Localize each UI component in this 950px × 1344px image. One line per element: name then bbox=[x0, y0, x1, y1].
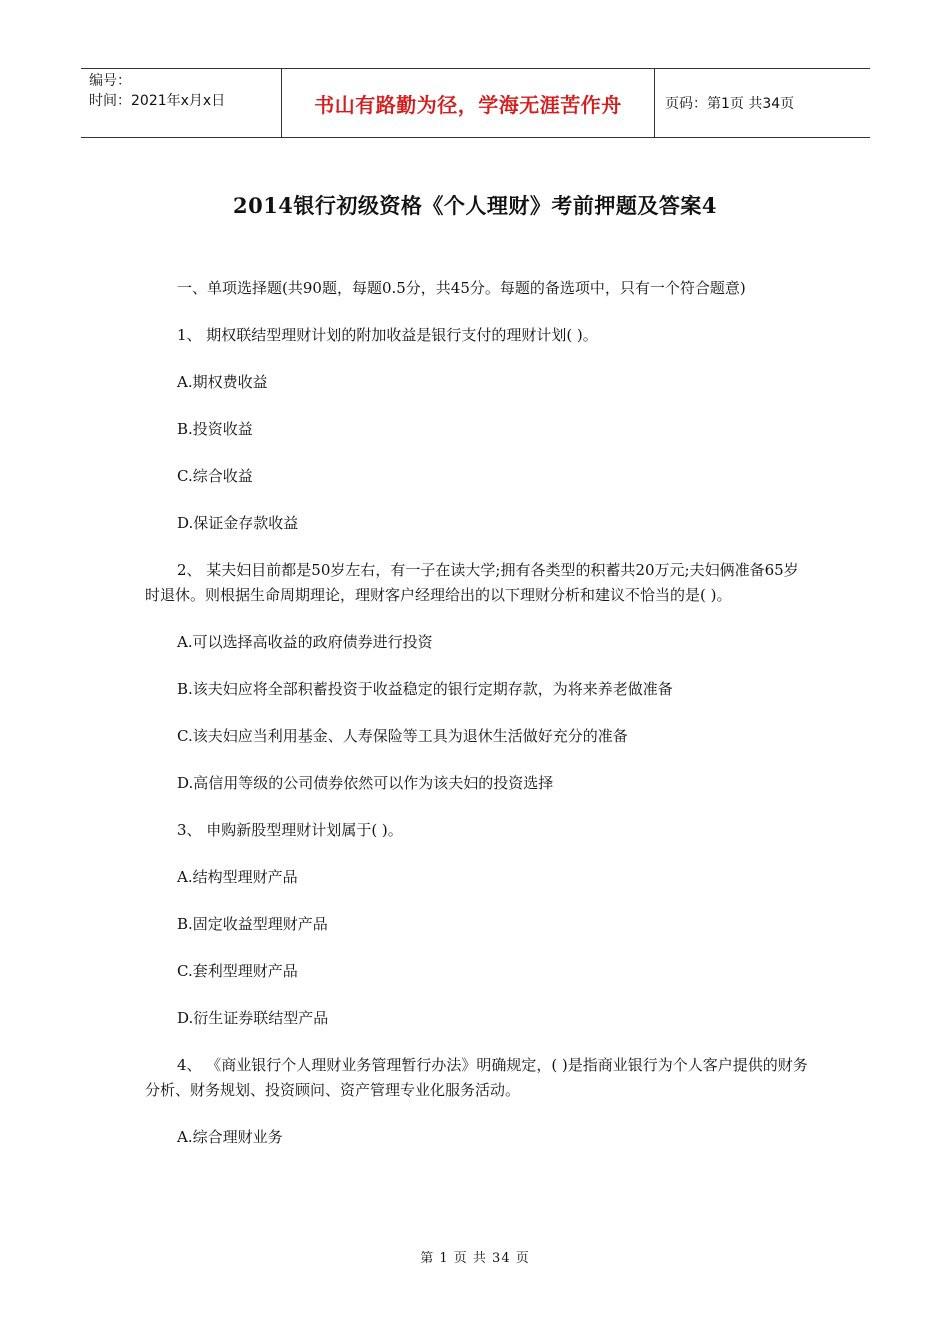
document-time-label: 时间：2021年x月x日 bbox=[89, 93, 226, 109]
document-number-label: 编号： bbox=[89, 73, 131, 89]
page-footer: 第 1 页 共 34 页 bbox=[420, 1251, 530, 1266]
question-stem: 4、 《商业银行个人理财业务管理暂行办法》明确规定，( )是指商业银行为个人客户提供的财务分析、财务规划、投资顾问、资产管理专业化服务活动。 bbox=[145, 1056, 808, 1099]
question-option: B.该夫妇应将全部积蓄投资于收益稳定的银行定期存款，为将来养老做准备 bbox=[177, 680, 673, 698]
question-stem: 1、 期权联结型理财计划的附加收益是银行支付的理财计划( )。 bbox=[177, 326, 598, 344]
question-option: D.衍生证券联结型产品 bbox=[177, 1009, 329, 1027]
section-intro: 一、单项选择题(共90题，每题0.5分，共45分。每题的备选项中，只有一个符合题意) bbox=[177, 279, 746, 297]
question-option: A.可以选择高收益的政府债券进行投资 bbox=[177, 633, 433, 651]
header-table bbox=[81, 68, 870, 138]
question-option: B.固定收益型理财产品 bbox=[177, 915, 328, 933]
document-body bbox=[145, 276, 810, 1172]
document-title: 2014银行初级资格《个人理财》考前押题及答案4 bbox=[232, 193, 718, 218]
question-option: C.套利型理财产品 bbox=[177, 962, 298, 980]
header-motto: 书山有路勤为径，学海无涯苦作舟 bbox=[282, 69, 655, 137]
question-option: D.保证金存款收益 bbox=[177, 514, 299, 532]
header-meta bbox=[81, 69, 282, 137]
question-option: D.高信用等级的公司债券依然可以作为该夫妇的投资选择 bbox=[177, 774, 554, 792]
question-stem: 3、 申购新股型理财计划属于( )。 bbox=[177, 821, 403, 839]
question-option: C.该夫妇应当利用基金、人寿保险等工具为退休生活做好充分的准备 bbox=[177, 727, 628, 745]
header-page-info: 页码：第1页 共34页 bbox=[665, 96, 795, 112]
question-option: B.投资收益 bbox=[177, 420, 253, 438]
question-option: A.综合理财业务 bbox=[177, 1128, 283, 1146]
question-option: C.综合收益 bbox=[177, 467, 253, 485]
question-stem: 2、 某夫妇目前都是50岁左右，有一子在读大学;拥有各类型的积蓄共20万元;夫妇俩准备65岁时退休。则根据生命周期理论，理财客户经理给出的以下理财分析和建议不恰当的是( )。 bbox=[145, 561, 799, 604]
question-option: A.期权费收益 bbox=[177, 373, 268, 391]
question-option: A.结构型理财产品 bbox=[177, 868, 298, 886]
